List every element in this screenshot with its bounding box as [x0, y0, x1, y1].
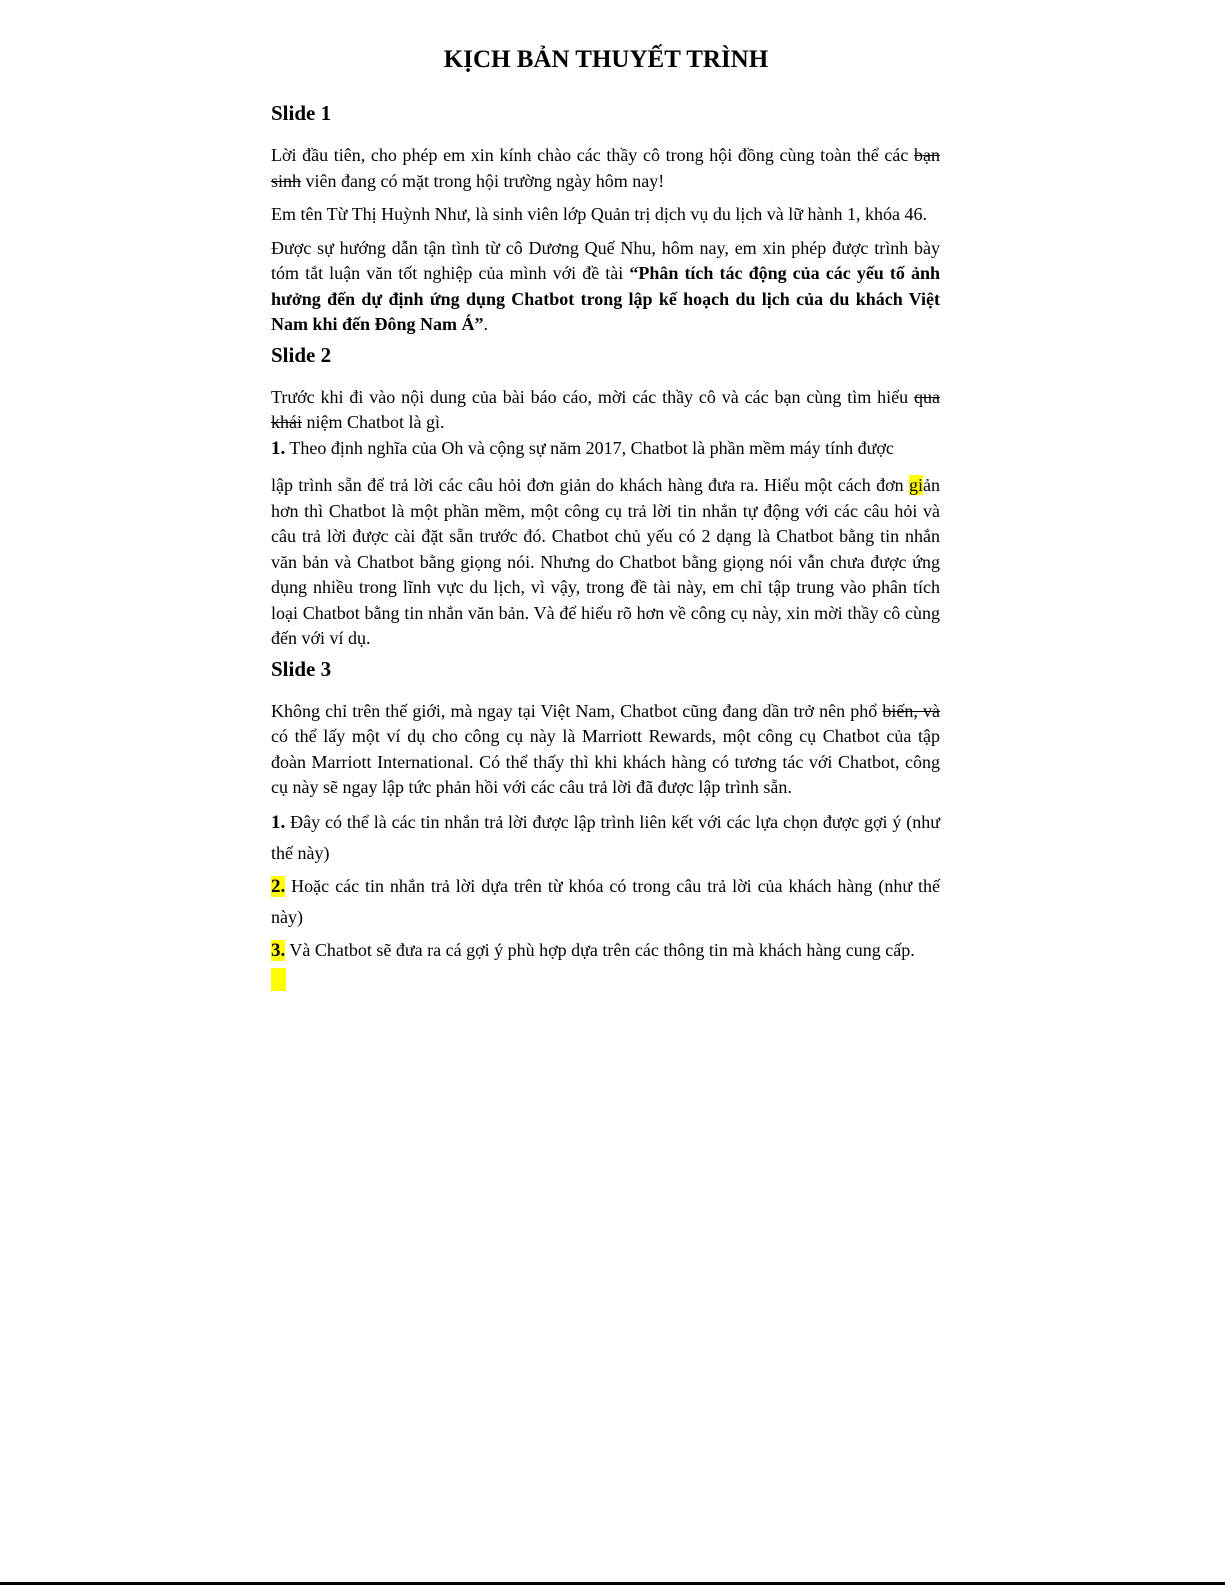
- slide-3-item-1: [271, 807, 940, 868]
- text-run: ản hơn thì Chatbot là một phần mềm, một công cụ trả lời tin nhắn tự động với các câu hỏi và câu trả lời được cài đặt sẵn trước đó. Chatbot chủ yếu có 2 dạng là Chatbot bằng tin nhắn văn bản và Chatbot bằng giọng nói. Nhưng do Chatbot bằng giọng nói vẫn chưa được ứng dụng nhiều trong lĩnh vực du lịch, vì vậy, trong đề tài này, em chỉ tập trung vào phân tích loại Chatbot bằng tin nhắn văn bản. Và để hiểu rõ hơn về công cụ này, xin mời thầy cô cùng đến với ví dụ.: [271, 475, 940, 648]
- list-number: 1.: [271, 437, 286, 459]
- slide-2-explanation-paragraph: [271, 473, 940, 652]
- thesis-title: “Phân tích tác động của các yếu tố ảnh hưởng đến dự định ứng dụng Chatbot trong lập kế hoạch du lịch của du khách Việt Nam khi đến Đông Nam Á”: [271, 263, 940, 334]
- document-title: KỊCH BẢN THUYẾT TRÌNH: [443, 46, 769, 73]
- list-number-highlighted: 2.: [271, 875, 286, 897]
- text-run: Được sự hướng dẫn tận tình từ cô Dương Quế Nhu, hôm nay, em xin phép được trình bày tóm tắt luận văn tốt nghiệp của mình với đề tài: [271, 237, 940, 283]
- highlighted-text: gi: [908, 475, 923, 495]
- text-run: Không chỉ trên thế giới, mà ngay tại Việt Nam, Chatbot cũng đang dần trở nên phổ: [271, 700, 883, 721]
- text-run: Trước khi đi vào nội dung của bài báo cáo, mời các thầy cô và các bạn cùng tìm hiểu: [271, 386, 914, 407]
- slide-1-heading: Slide 1: [271, 101, 332, 125]
- slide-2-opening-paragraph: [271, 385, 940, 436]
- text-run: Hoặc các tin nhắn trả lời dựa trên từ khóa có trong câu trả lời của khách hàng (như thế này): [271, 875, 940, 927]
- slide-2-heading: Slide 2: [271, 342, 332, 367]
- text-run: Lời đầu tiên, cho phép em xin kính chào các thầy cô trong hội đồng cùng toàn thể các: [271, 145, 914, 165]
- strikethrough-text: qua khái: [271, 386, 940, 432]
- slide-1-topic-paragraph: [271, 236, 940, 338]
- text-run: niệm Chatbot là gì.: [302, 412, 445, 432]
- text-run: Và Chatbot sẽ đưa ra cá gợi ý phù hợp dựa trên các thông tin mà khách hàng cung cấp.: [285, 939, 915, 960]
- list-number: 1.: [271, 811, 286, 833]
- document-body: [271, 40, 940, 996]
- list-number-highlighted: 3.: [271, 939, 286, 961]
- strikethrough-text: biến, và: [882, 700, 940, 721]
- text-run: .: [483, 314, 489, 334]
- slide-3-heading: Slide 3: [271, 656, 332, 681]
- slide-1-intro-paragraph: Em tên Từ Thị Huỳnh Như, là sinh viên lớp Quản trị dịch vụ du lịch và lữ hành 1, khóa 46.: [271, 204, 928, 224]
- slide-1-greeting-paragraph: [271, 143, 940, 194]
- text-run: Theo định nghĩa của Oh và cộng sự năm 2017, Chatbot là phần mềm máy tính được: [285, 437, 894, 458]
- strikethrough-text: bạn sinh: [271, 145, 940, 191]
- slide-3-example-paragraph: [271, 699, 940, 801]
- text-run: Đây có thể là các tin nhắn trả lời được lập trình liên kết với các lựa chọn được gợi ý (như thế này): [271, 811, 940, 863]
- slide-3-item-2: [271, 871, 940, 932]
- text-run: có thể lấy một ví dụ cho công cụ này là Marriott Rewards, một công cụ Chatbot của tập đoàn Marriott International. Có thể thấy thì khi khách hàng có tương tác với Chatbot, công cụ này sẽ ngay lập tức phản hồi với các câu trả lời đã được lập trình sẵn.: [271, 726, 940, 797]
- slide-3-item-3: [271, 935, 940, 966]
- text-run: lập trình sẵn để trả lời các câu hỏi đơn giản do khách hàng đưa ra. Hiểu một cách đơn: [271, 475, 909, 495]
- slide-2-definition-line: [271, 436, 940, 462]
- text-run: viên đang có mặt trong hội trường ngày hôm nay!: [301, 170, 665, 191]
- empty-highlighted-line[interactable]: [271, 968, 286, 991]
